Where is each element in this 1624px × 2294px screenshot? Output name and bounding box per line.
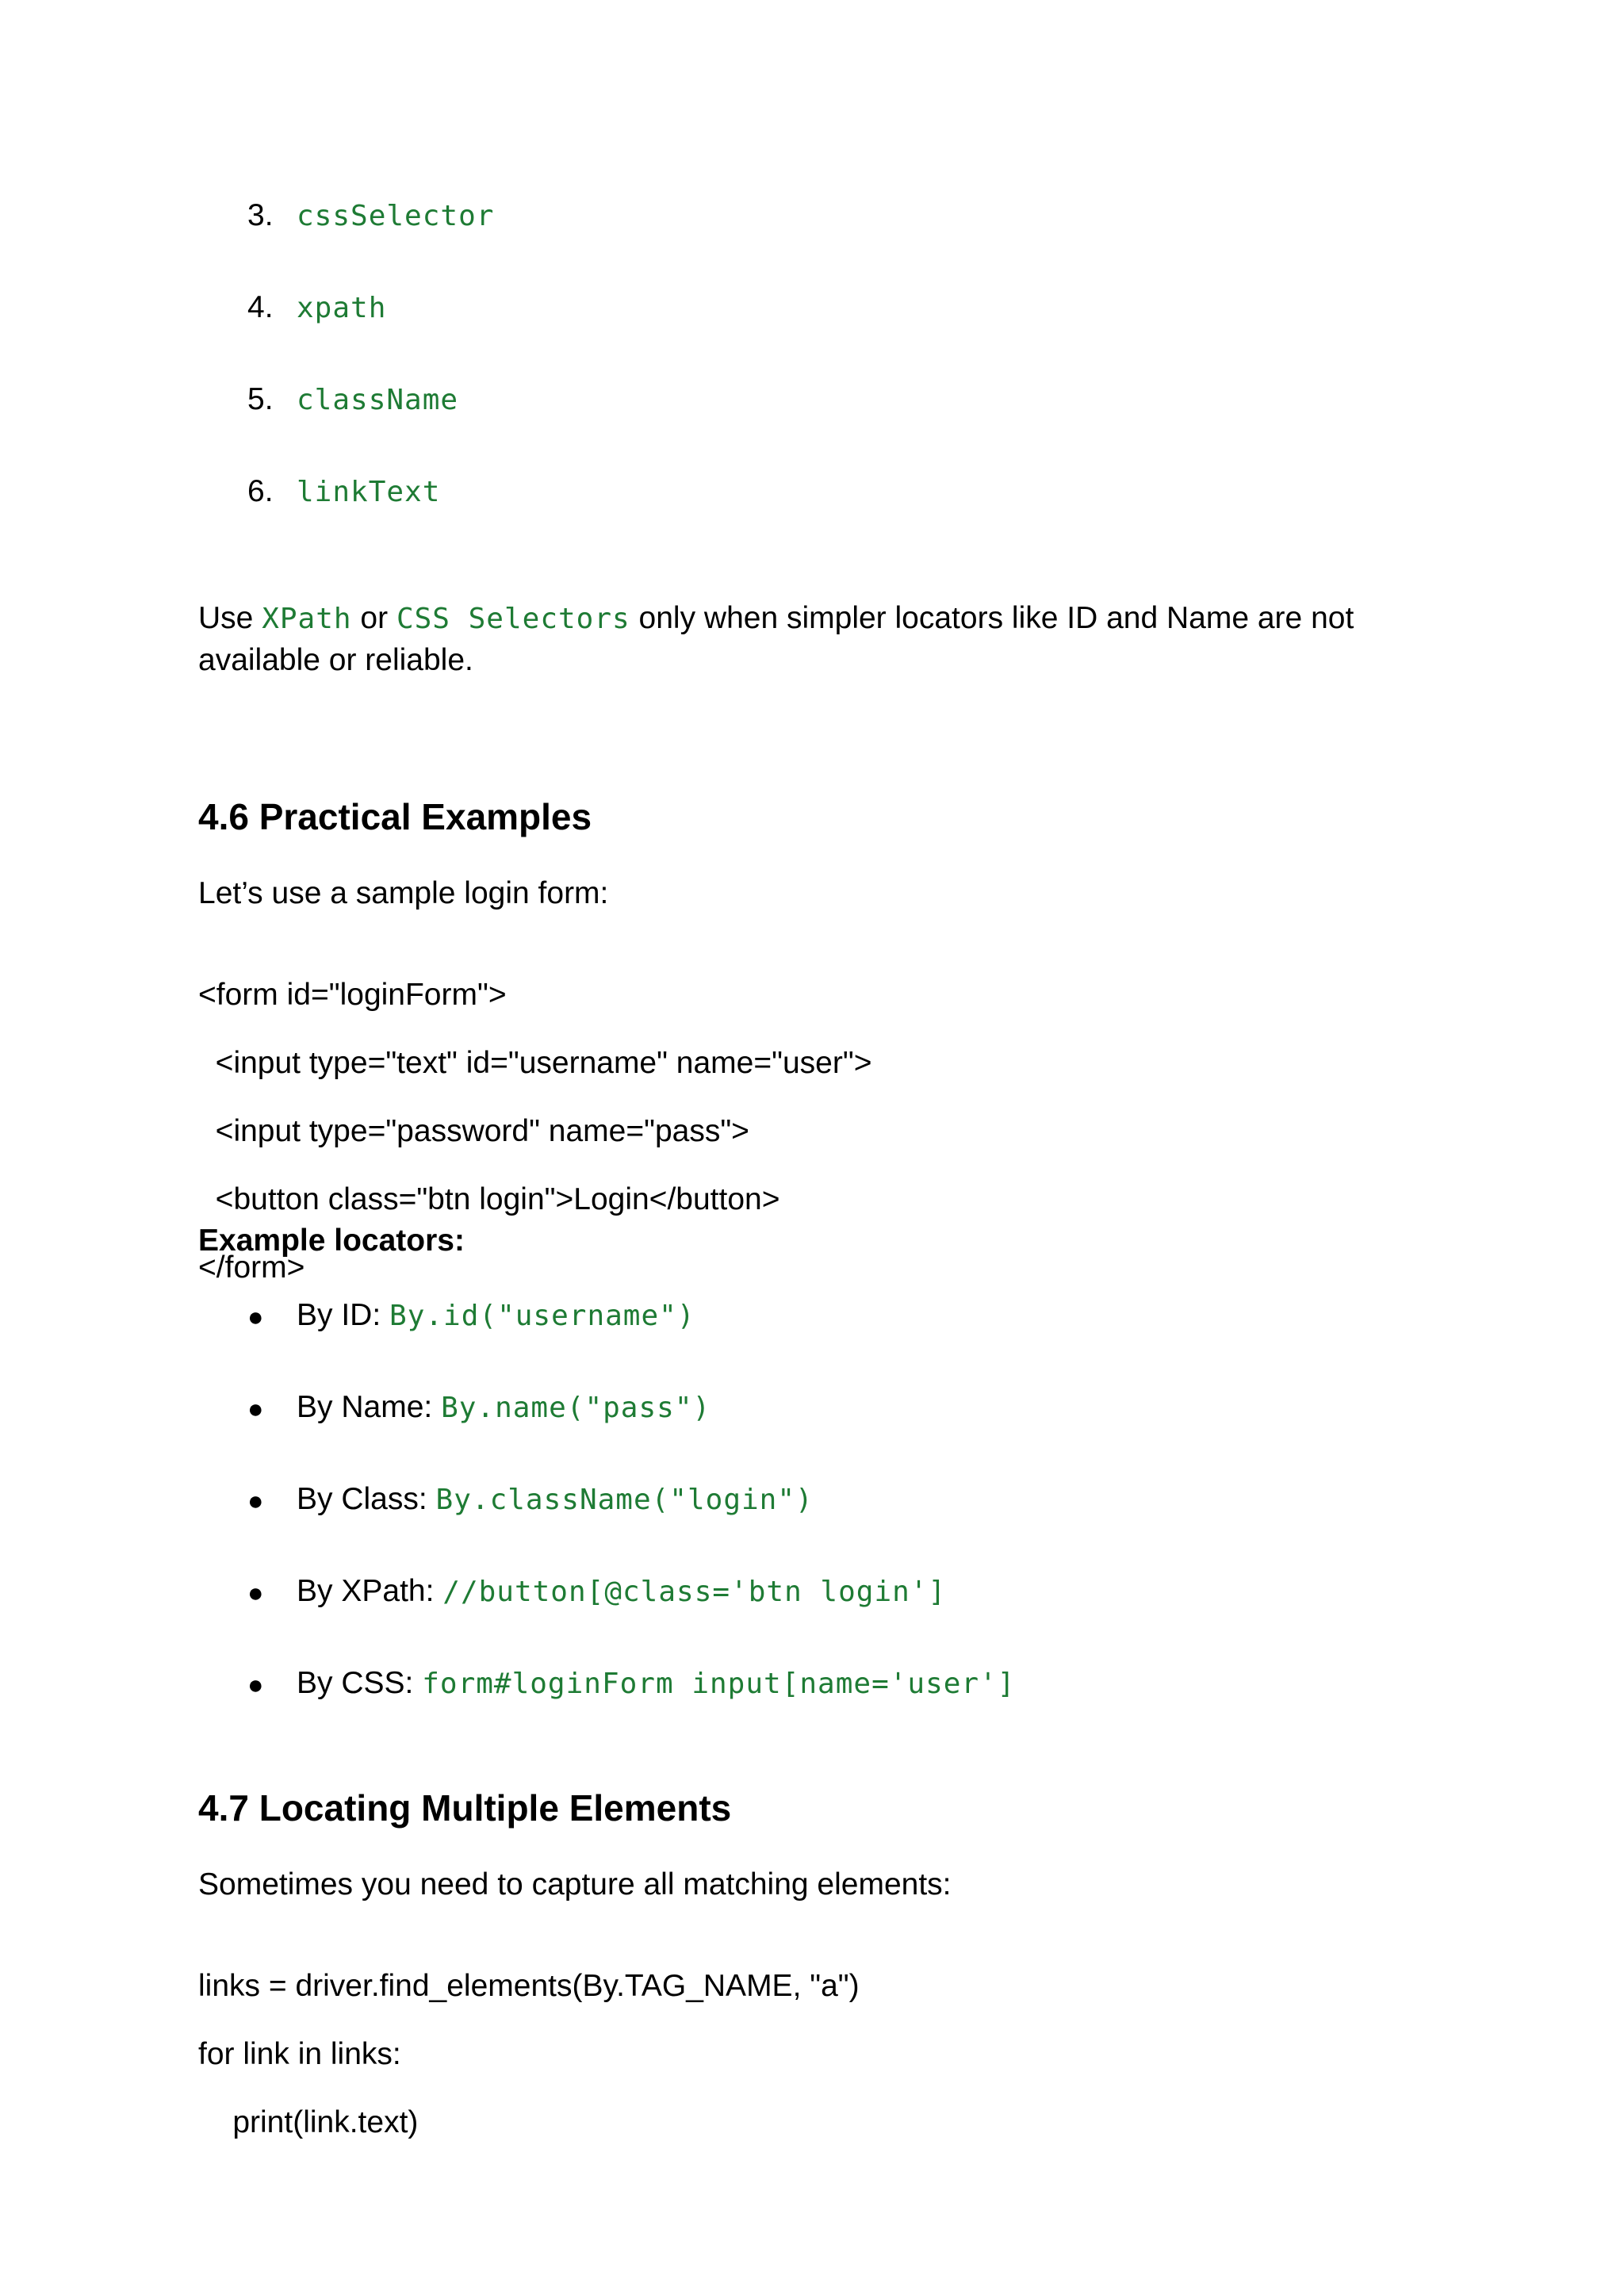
section-intro: Sometimes you need to capture all matching elements: xyxy=(198,1867,952,1901)
note-paragraph-line1 xyxy=(198,599,1354,639)
list-number: 4. xyxy=(247,290,274,324)
note-code-xpath: XPath xyxy=(262,603,352,635)
note-prefix: Use xyxy=(198,601,262,635)
list-item-code: className xyxy=(297,384,459,416)
bullet-item xyxy=(297,1664,1015,1704)
bullet-code: By.id("username") xyxy=(389,1300,695,1332)
html-code-block xyxy=(198,947,871,1316)
bullet-item xyxy=(297,1572,946,1612)
code-line: <button class="btn login">Login</button> xyxy=(198,1182,780,1216)
code-line: print(link.text) xyxy=(198,2105,419,2139)
bullet-code: By.name("pass") xyxy=(441,1392,711,1424)
code-line: <input type="text" id="username" name="user"> xyxy=(198,1046,872,1080)
code-line: <input type="password" name="pass"> xyxy=(198,1114,749,1148)
section-heading-4-7: 4.7 Locating Multiple Elements xyxy=(198,1787,732,1829)
list-item-code: xpath xyxy=(297,292,387,324)
bullet-label: By XPath: xyxy=(297,1574,443,1608)
bullet-label: By Name: xyxy=(297,1390,442,1424)
code-line: for link in links: xyxy=(198,2037,401,2071)
section-intro: Let’s use a sample login form: xyxy=(198,876,609,910)
bullet-icon: ● xyxy=(247,1394,264,1424)
bullet-label: By CSS: xyxy=(297,1666,423,1700)
bullet-icon: ● xyxy=(247,1486,264,1516)
bullet-code: By.className("login") xyxy=(435,1484,814,1516)
bullet-icon: ● xyxy=(247,1670,264,1700)
code-line: links = driver.find_elements(By.TAG_NAME, "a") xyxy=(198,1969,860,2003)
bullet-code: //button[@class='btn login'] xyxy=(442,1576,947,1608)
list-item-code: linkText xyxy=(297,476,441,508)
bullet-item xyxy=(297,1388,710,1428)
bullet-label: By ID: xyxy=(297,1298,390,1332)
bullet-label: By Class: xyxy=(297,1482,436,1516)
list-item-code: cssSelector xyxy=(297,200,495,232)
note-suffix: only when simpler locators like ID and Name are not xyxy=(630,601,1354,635)
bullet-icon: ● xyxy=(247,1578,264,1608)
section-heading-4-6: 4.6 Practical Examples xyxy=(198,796,592,837)
python-code-block xyxy=(198,1938,860,2171)
bullet-code: form#loginForm input[name='user'] xyxy=(422,1668,1016,1700)
bullet-item xyxy=(297,1480,814,1520)
list-number: 5. xyxy=(247,382,274,416)
bullet-icon: ● xyxy=(247,1302,264,1332)
note-code-css: CSS Selectors xyxy=(396,603,630,635)
bullet-item xyxy=(297,1296,695,1336)
example-locators-label: Example locators: xyxy=(198,1224,465,1258)
code-line: <form id="loginForm"> xyxy=(198,978,507,1012)
list-number: 6. xyxy=(247,474,274,508)
note-paragraph-line2: available or reliable. xyxy=(198,643,473,677)
list-number: 3. xyxy=(247,198,274,232)
note-mid: or xyxy=(351,601,396,635)
code-line: </form> xyxy=(198,1250,305,1285)
